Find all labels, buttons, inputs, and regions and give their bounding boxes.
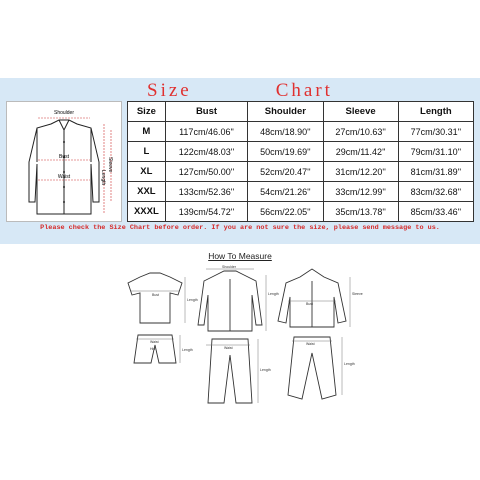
table-row <box>128 122 474 142</box>
cell-sleeve: 29cm/11.42'' <box>323 142 398 162</box>
how-to-measure-text: How To Measure <box>208 251 272 261</box>
shorts-hip-label: Hip <box>150 347 156 351</box>
cell-shoulder: 48cm/18.90'' <box>248 122 323 142</box>
bust-label: Bust <box>58 154 70 160</box>
joggers-waist-label: Waist <box>306 342 315 346</box>
cell-length: 79cm/31.10'' <box>398 142 473 162</box>
shorts-waist-label: Waist <box>150 340 159 344</box>
cell-size: XL <box>128 162 166 182</box>
joggers-length-label: Length <box>344 362 355 366</box>
pants-waist-label: Waist <box>224 346 233 350</box>
cell-length: 77cm/30.31'' <box>398 122 473 142</box>
cell-shoulder: 50cm/19.69'' <box>248 142 323 162</box>
cell-size: L <box>128 142 166 162</box>
size-table <box>127 101 474 222</box>
cell-sleeve: 35cm/13.78'' <box>323 202 398 222</box>
shorts-length-label: Length <box>182 348 193 352</box>
waist-label: Waist <box>57 174 71 180</box>
cell-length: 83cm/32.68'' <box>398 182 473 202</box>
cell-bust: 133cm/52.36'' <box>165 182 248 202</box>
shirt-measure-illustration <box>6 101 122 222</box>
joggers-outline <box>288 337 336 399</box>
header-sleeve: Sleeve <box>323 102 398 122</box>
tshirt-bust-label: Bust <box>152 293 160 297</box>
cell-length: 85cm/33.46'' <box>398 202 473 222</box>
cell-sleeve: 27cm/10.63'' <box>323 122 398 142</box>
tshirt-length-label: Length <box>187 298 198 302</box>
pants-length-label: Length <box>260 368 271 372</box>
how-to-measure-heading <box>0 251 480 261</box>
header-length: Length <box>398 102 473 122</box>
cell-bust: 127cm/50.00'' <box>165 162 248 182</box>
size-note: Please check the Size Chart before order. If you are not sure the size, please send message to us. <box>40 224 440 232</box>
header-shoulder: Shoulder <box>248 102 323 122</box>
cell-bust: 117cm/46.06'' <box>165 122 248 142</box>
cell-sleeve: 31cm/12.20'' <box>323 162 398 182</box>
tshirt-outline <box>128 273 182 323</box>
table-header-row <box>128 102 474 122</box>
cell-bust: 122cm/48.03'' <box>165 142 248 162</box>
table-row <box>128 162 474 182</box>
title-chart: Chart <box>275 80 333 101</box>
table-row <box>128 182 474 202</box>
cell-sleeve: 33cm/12.99'' <box>323 182 398 202</box>
shirt-shoulder-label: Shoulder <box>222 265 237 269</box>
cell-shoulder: 56cm/22.05'' <box>248 202 323 222</box>
shoulder-label: Shoulder <box>53 110 75 116</box>
how-to-measure-diagrams <box>0 265 480 415</box>
cell-shoulder: 54cm/21.26'' <box>248 182 323 202</box>
cell-size: XXL <box>128 182 166 202</box>
size-chart-title <box>0 80 480 102</box>
cell-size: M <box>128 122 166 142</box>
sleeve-label: Sleeve <box>107 157 113 173</box>
table-row <box>128 142 474 162</box>
cell-length: 81cm/31.89'' <box>398 162 473 182</box>
shirt-length-label: Length <box>268 292 279 296</box>
title-size: Size <box>147 80 192 101</box>
length-label: Length <box>100 170 106 186</box>
hoodie-bust-label: Bust <box>306 302 314 306</box>
cell-size: XXXL <box>128 202 166 222</box>
header-bust: Bust <box>165 102 248 122</box>
hoodie-sleeve-label: Sleeve <box>352 292 363 296</box>
shirt-diagram <box>7 102 121 221</box>
cell-bust: 139cm/54.72'' <box>165 202 248 222</box>
header-size: Size <box>128 102 166 122</box>
cell-shoulder: 52cm/20.47'' <box>248 162 323 182</box>
table-row <box>128 202 474 222</box>
